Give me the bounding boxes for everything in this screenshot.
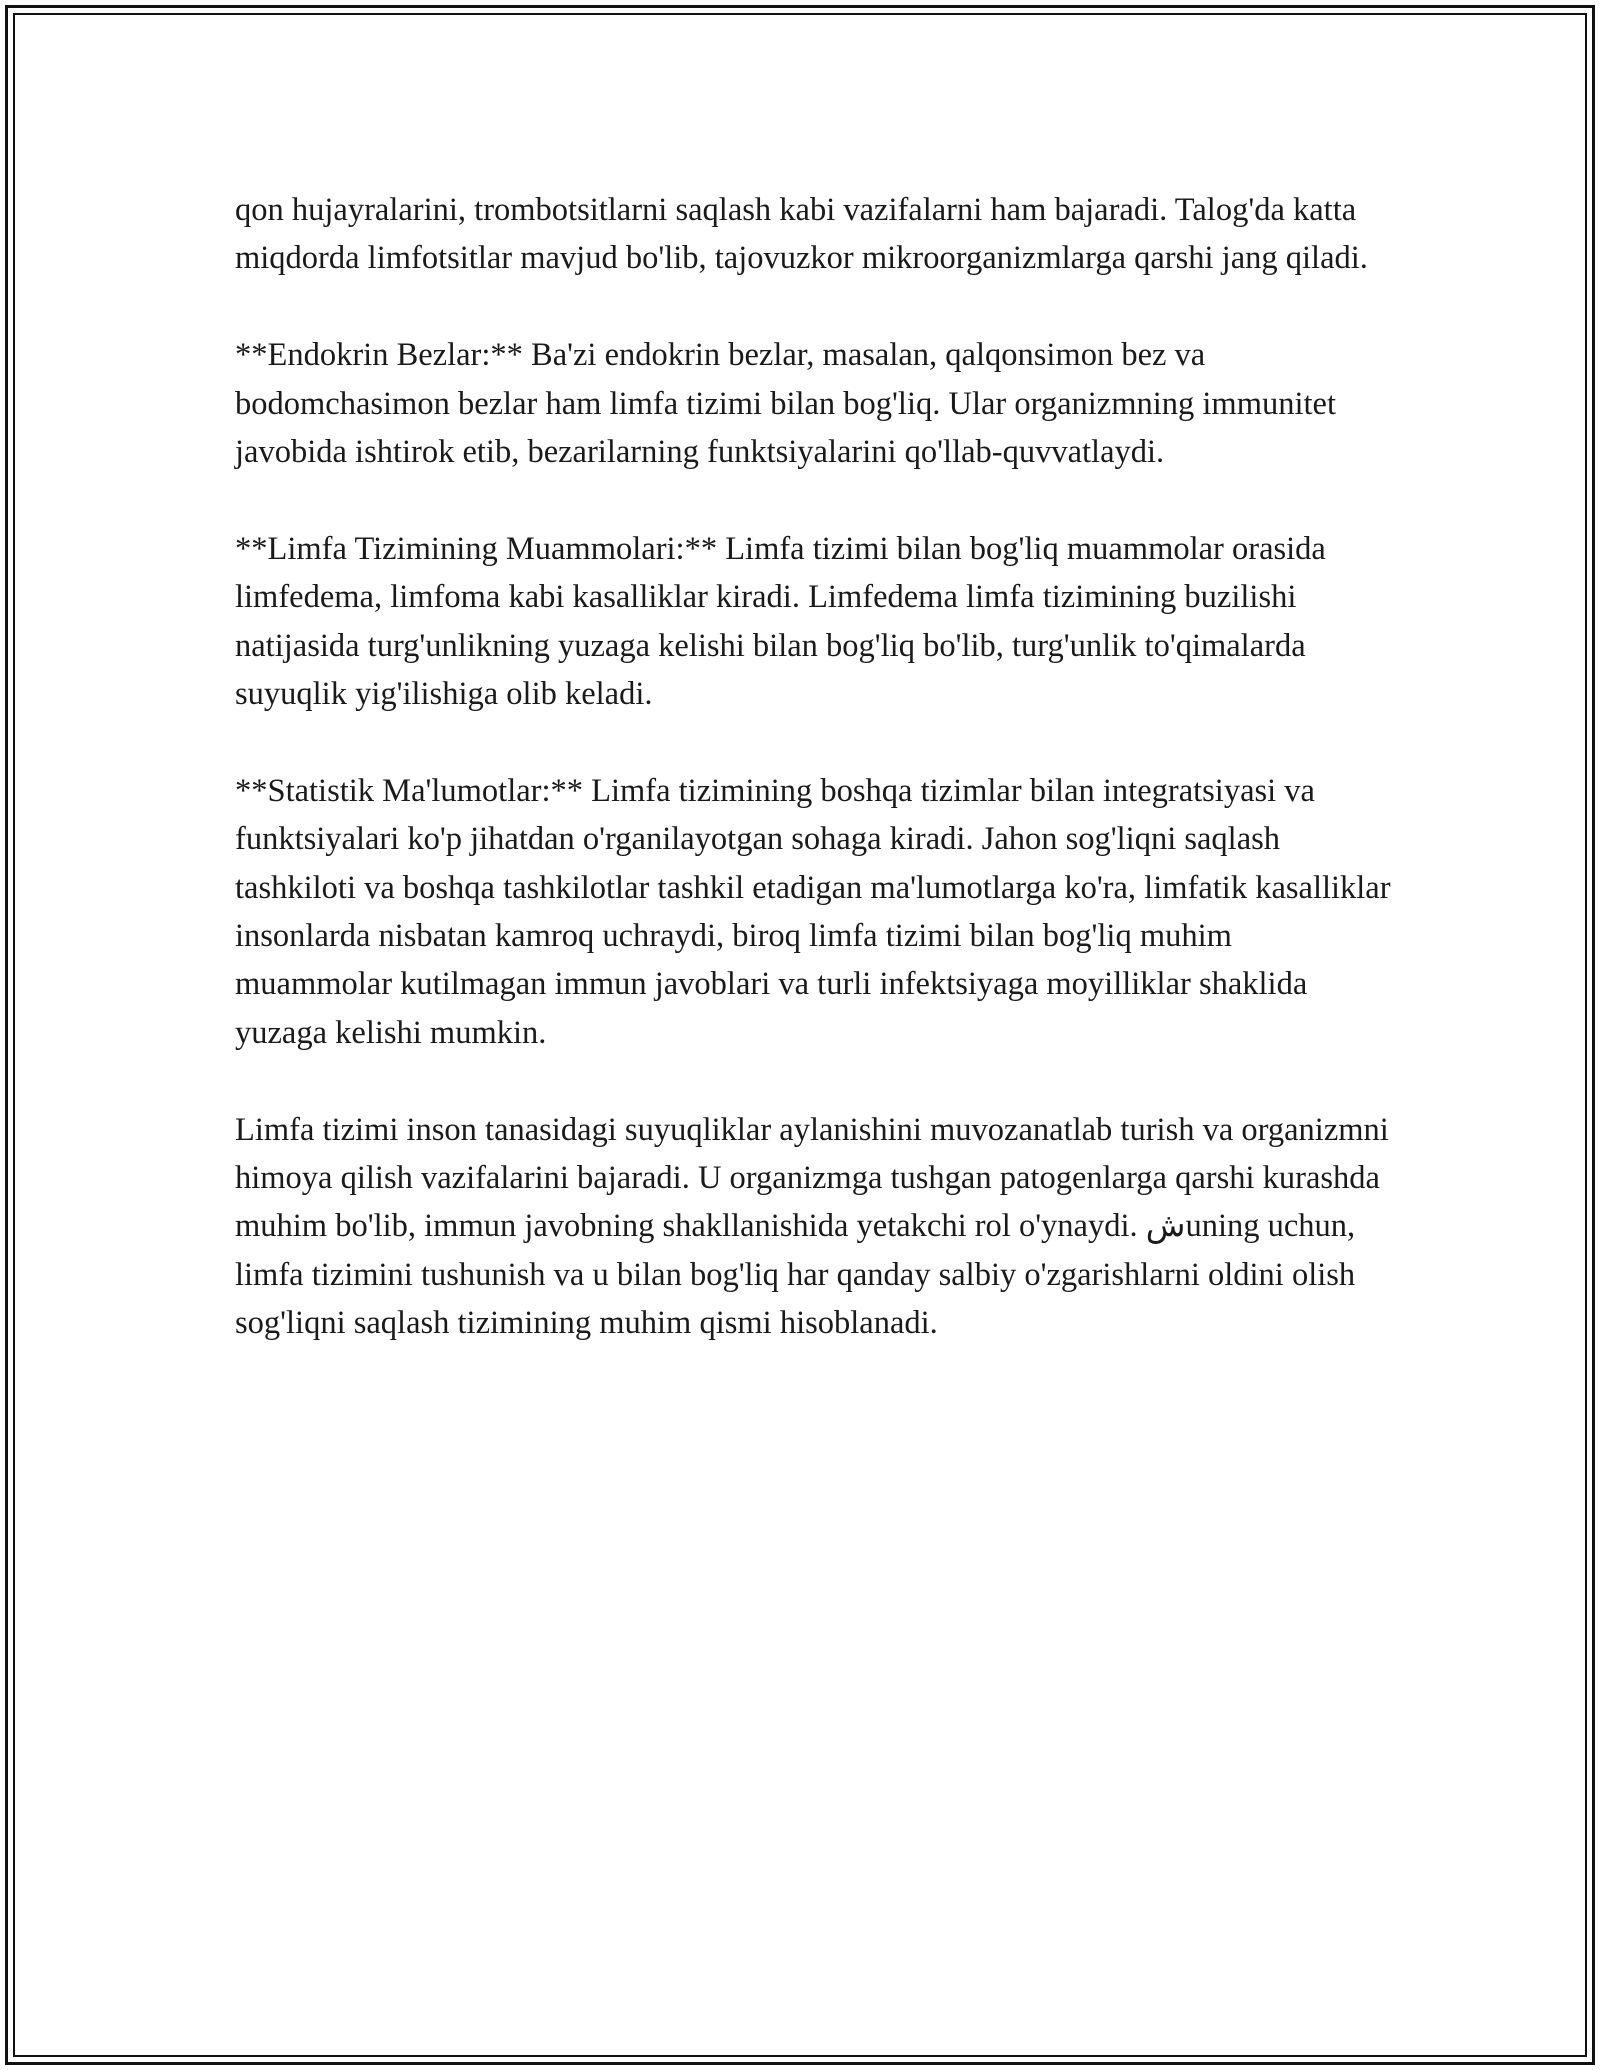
paragraph-statistics: **Statistik Ma'lumotlar:** Limfa tizimining boshqa tizimlar bilan integratsiyasi va funktsiyalari ko'p jihatdan o'rganilayotgan sohaga kiradi. Jahon sog'liqni saqlash tashkiloti va boshqa tashkilotlar tashkil etadigan ma'lumotlarga ko'ra, limfatik kasalliklar insonlarda nisbatan kamroq uchraydi, biroq limfa tizimi bilan bog'liq muhim muammolar kutilmagan immun javoblari va turli infektsiyaga moyilliklar shaklida yuzaga kelishi mumkin. [235, 772, 1391, 1051]
document-body [235, 186, 1395, 1396]
paragraph-conclusion: Limfa tizimi inson tanasidagi suyuqliklar aylanishini muvozanatlab turish va organizmni himoya qilish vazifalarini bajaradi. U organizmga tushgan patogenlarga qarshi kurashda muhim bo'lib, immun javobning shakllanishida yetakchi rol o'ynaydi. شuning uchun, limfa tizimini tushunish va u bilan bog'liq har qanday salbiy o'zgarishlarni oldini olish sog'liqni saqlash tizimining muhim qismi hisoblanadi. [235, 1111, 1389, 1342]
paragraph-endocrine-glands: **Endokrin Bezlar:** Ba'zi endokrin bezlar, masalan, qalqonsimon bez va bodomchasimon bezlar ham limfa tizimi bilan bog'liq. Ular organizmning immunitet javobida ishtirok etib, bezarilarning funktsiyalarini qo'llab-quvvatlaydi. [235, 337, 1337, 471]
paragraph-spleen-continuation: qon hujayralarini, trombotsitlarni saqlash kabi vazifalarni ham bajaradi. Talog'da katta miqdorda limfotsitlar mavjud bo'lib, tajovuzkor mikroorganizmlarga qarshi jang qiladi. [235, 192, 1368, 277]
paragraph-lymph-problems: **Limfa Tizimining Muammolari:** Limfa tizimi bilan bog'liq muammolar orasida limfedema, limfoma kabi kasalliklar kiradi. Limfedema limfa tizimining buzilishi natijasida turg'unlikning yuzaga kelishi bilan bog'liq bo'lib, turg'unlik to'qimalarda suyuqlik yig'ilishiga olib keladi. [235, 530, 1326, 713]
